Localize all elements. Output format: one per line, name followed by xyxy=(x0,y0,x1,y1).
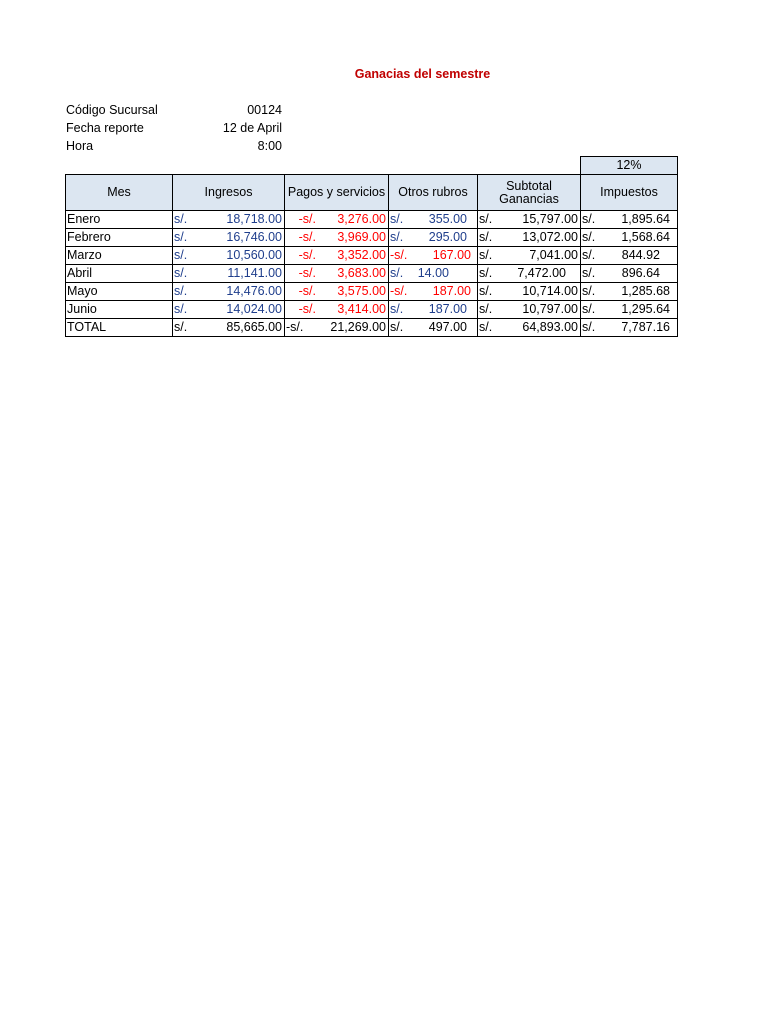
currency-symbol: s/. xyxy=(390,320,404,334)
currency-symbol: -s/. xyxy=(298,230,316,244)
info-label: Fecha reporte xyxy=(66,121,144,135)
cell-subtotal xyxy=(478,301,581,319)
amount: 3,683.00 xyxy=(337,266,386,280)
currency-symbol: s/. xyxy=(479,302,493,316)
amount: 7,787.16 xyxy=(621,320,670,334)
amount: 13,072.00 xyxy=(522,230,578,244)
table-header-row xyxy=(66,175,678,211)
amount: 3,276.00 xyxy=(337,212,386,226)
currency-symbol: s/. xyxy=(390,266,404,280)
cell-subtotal xyxy=(478,229,581,247)
amount: 1,568.64 xyxy=(621,230,670,244)
amount: 295.00 xyxy=(428,230,467,244)
currency-symbol: s/. xyxy=(174,284,188,298)
currency-symbol: s/. xyxy=(479,230,493,244)
currency-symbol: s/. xyxy=(174,212,188,226)
header-otros: Otros rubros xyxy=(389,175,478,211)
currency-symbol: s/. xyxy=(390,230,404,244)
earnings-table xyxy=(65,174,678,337)
info-label: Hora xyxy=(66,139,94,153)
cell-pagos xyxy=(285,229,389,247)
cell-impuestos xyxy=(581,211,678,229)
amount: 3,969.00 xyxy=(337,230,386,244)
cell-pagos xyxy=(285,301,389,319)
cell-ingresos xyxy=(173,301,285,319)
cell-impuestos xyxy=(581,229,678,247)
cell-mes: Febrero xyxy=(66,229,173,247)
currency-symbol: -s/. xyxy=(298,302,316,316)
cell-pagos xyxy=(285,319,389,337)
currency-symbol: s/. xyxy=(582,302,596,316)
currency-symbol: -s/. xyxy=(390,248,408,262)
currency-symbol: -s/. xyxy=(298,248,316,262)
currency-symbol: s/. xyxy=(479,212,493,226)
amount: 14.00 xyxy=(417,266,449,280)
table-body xyxy=(66,211,678,337)
amount: 187.00 xyxy=(432,284,471,298)
currency-symbol: s/. xyxy=(390,302,404,316)
currency-symbol: -s/. xyxy=(298,266,316,280)
table-row xyxy=(66,301,678,319)
table-row xyxy=(66,247,678,265)
cell-otros xyxy=(389,319,478,337)
report-title: Ganacias del semestre xyxy=(354,67,491,81)
currency-symbol: s/. xyxy=(174,230,188,244)
currency-symbol: s/. xyxy=(174,302,188,316)
currency-symbol: s/. xyxy=(582,248,596,262)
amount: 11,141.00 xyxy=(227,266,282,280)
total-row xyxy=(66,319,678,337)
cell-mes: Abril xyxy=(66,265,173,283)
info-row-time xyxy=(66,137,282,155)
cell-ingresos xyxy=(173,319,285,337)
cell-total-label: TOTAL xyxy=(66,319,173,337)
header-impuestos: Impuestos xyxy=(581,175,678,211)
amount: 3,352.00 xyxy=(337,248,386,262)
currency-symbol: -s/. xyxy=(298,284,316,298)
amount: 10,797.00 xyxy=(522,302,578,316)
amount: 85,665.00 xyxy=(226,320,282,334)
amount: 16,746.00 xyxy=(226,230,282,244)
cell-mes: Enero xyxy=(66,211,173,229)
table-row xyxy=(66,283,678,301)
amount: 187.00 xyxy=(428,302,467,316)
info-label: Código Sucursal xyxy=(66,103,158,117)
cell-impuestos xyxy=(581,319,678,337)
currency-symbol: s/. xyxy=(582,320,596,334)
amount: 14,476.00 xyxy=(226,284,282,298)
cell-ingresos xyxy=(173,211,285,229)
currency-symbol: s/. xyxy=(582,284,596,298)
amount: 64,893.00 xyxy=(522,320,578,334)
cell-mes: Marzo xyxy=(66,247,173,265)
info-row-branch-code xyxy=(66,101,282,119)
amount: 497.00 xyxy=(428,320,467,334)
cell-mes: Junio xyxy=(66,301,173,319)
amount: 10,560.00 xyxy=(226,248,282,262)
amount: 14,024.00 xyxy=(226,302,282,316)
cell-impuestos xyxy=(581,265,678,283)
currency-symbol: s/. xyxy=(174,248,188,262)
cell-ingresos xyxy=(173,247,285,265)
table-row xyxy=(66,211,678,229)
amount: 3,575.00 xyxy=(337,284,386,298)
cell-ingresos xyxy=(173,265,285,283)
cell-pagos xyxy=(285,211,389,229)
currency-symbol: s/. xyxy=(479,266,493,280)
table-row xyxy=(66,229,678,247)
cell-otros xyxy=(389,301,478,319)
info-value: 8:00 xyxy=(257,139,282,153)
header-subtotal-line2: Ganancias xyxy=(499,191,559,206)
cell-ingresos xyxy=(173,229,285,247)
amount: 844.92 xyxy=(621,248,660,262)
header-mes: Mes xyxy=(66,175,173,211)
header-subtotal xyxy=(478,175,581,211)
cell-impuestos xyxy=(581,247,678,265)
currency-symbol: s/. xyxy=(479,284,493,298)
currency-symbol: s/. xyxy=(582,212,596,226)
amount: 21,269.00 xyxy=(330,320,386,334)
info-value: 12 de April xyxy=(222,121,282,135)
amount: 355.00 xyxy=(428,212,467,226)
info-row-report-date xyxy=(66,119,282,137)
currency-symbol: s/. xyxy=(582,230,596,244)
amount: 1,895.64 xyxy=(621,212,670,226)
table-row xyxy=(66,265,678,283)
amount: 167.00 xyxy=(432,248,471,262)
currency-symbol: s/. xyxy=(390,212,404,226)
cell-otros xyxy=(389,247,478,265)
header-ingresos: Ingresos xyxy=(173,175,285,211)
amount: 18,718.00 xyxy=(226,212,282,226)
amount: 7,472.00 xyxy=(517,266,566,280)
amount: 15,797.00 xyxy=(522,212,578,226)
currency-symbol: s/. xyxy=(479,320,493,334)
currency-symbol: -s/. xyxy=(286,320,304,334)
amount: 3,414.00 xyxy=(337,302,386,316)
amount: 896.64 xyxy=(621,266,660,280)
cell-subtotal xyxy=(478,319,581,337)
cell-pagos xyxy=(285,265,389,283)
amount: 1,285.68 xyxy=(621,284,670,298)
cell-mes: Mayo xyxy=(66,283,173,301)
tax-rate-cell: 12% xyxy=(580,156,678,175)
cell-pagos xyxy=(285,247,389,265)
cell-subtotal xyxy=(478,247,581,265)
cell-ingresos xyxy=(173,283,285,301)
cell-subtotal xyxy=(478,265,581,283)
cell-otros xyxy=(389,229,478,247)
cell-otros xyxy=(389,211,478,229)
cell-impuestos xyxy=(581,283,678,301)
cell-subtotal xyxy=(478,211,581,229)
header-subtotal-line1: Subtotal xyxy=(506,178,552,193)
currency-symbol: -s/. xyxy=(298,212,316,226)
cell-otros xyxy=(389,283,478,301)
info-value: 00124 xyxy=(247,103,282,117)
amount: 7,041.00 xyxy=(529,248,578,262)
currency-symbol: -s/. xyxy=(390,284,408,298)
amount: 10,714.00 xyxy=(522,284,578,298)
cell-pagos xyxy=(285,283,389,301)
cell-subtotal xyxy=(478,283,581,301)
currency-symbol: s/. xyxy=(174,266,188,280)
cell-impuestos xyxy=(581,301,678,319)
amount: 1,295.64 xyxy=(621,302,670,316)
currency-symbol: s/. xyxy=(582,266,596,280)
header-pagos: Pagos y servicios xyxy=(285,175,389,211)
currency-symbol: s/. xyxy=(174,320,188,334)
currency-symbol: s/. xyxy=(479,248,493,262)
cell-otros xyxy=(389,265,478,283)
